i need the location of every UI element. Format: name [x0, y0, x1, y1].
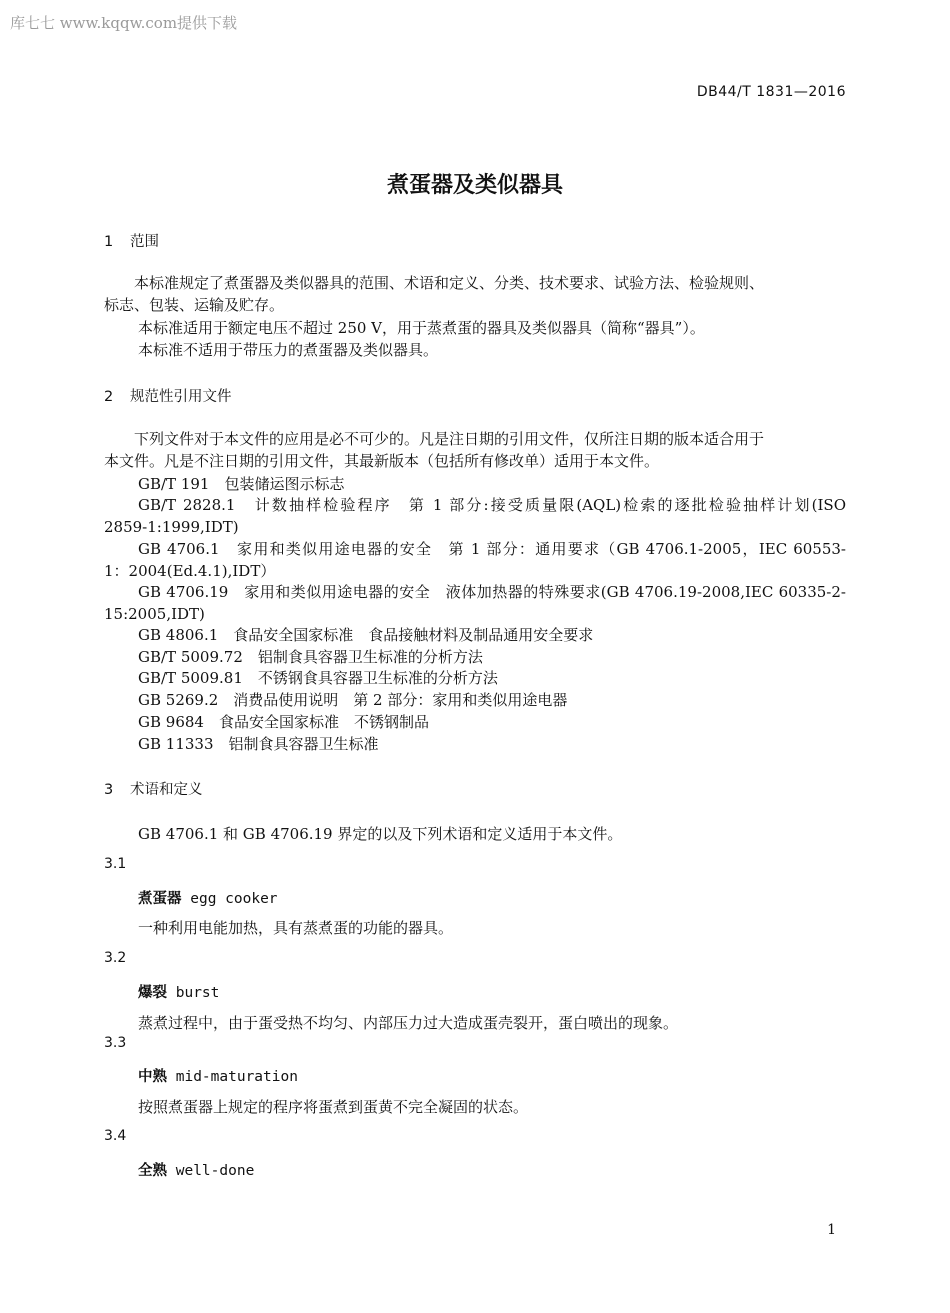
section-title: 术语和定义	[130, 782, 203, 798]
term-definition: 一种利用电能加热，具有蒸煮蛋的功能的器具。	[138, 919, 454, 937]
reference-item: GB 4806.1 食品安全国家标准 食品接触材料及制品通用安全要求	[138, 626, 594, 644]
reference-line: 2859-1:1999,IDT)	[104, 517, 239, 536]
paragraph-line: 本文件。凡是不注日期的引用文件，其最新版本（包括所有修改单）适用于本文件。	[104, 452, 660, 470]
reference-item	[104, 539, 846, 583]
term-number: 3.4	[104, 1128, 127, 1144]
reference-item: GB/T 5009.72 铝制食具容器卫生标准的分析方法	[138, 648, 483, 666]
reference-line: 1：2004(Ed.4.1),IDT）	[104, 561, 276, 580]
watermark-text: 库七七 www.kqqw.com提供下载	[10, 14, 238, 32]
section-title: 范围	[130, 234, 159, 250]
section-number: 1	[104, 234, 114, 250]
term-chinese: 爆裂	[138, 985, 167, 1001]
section-number: 2	[104, 389, 114, 405]
term-chinese: 中熟	[138, 1069, 167, 1085]
reference-item: GB/T 191 包装储运图示标志	[138, 475, 345, 493]
reference-item: GB 9684 食品安全国家标准 不锈钢制品	[138, 713, 429, 731]
paragraph-line: 下列文件对于本文件的应用是必不可少的。凡是注日期的引用文件，仅所注日期的版本适合用于	[134, 430, 765, 448]
term-name	[138, 981, 219, 1002]
document-title: 煮蛋器及类似器具	[386, 173, 563, 198]
term-name	[138, 887, 278, 908]
section-1-paragraph-2: 本标准适用于额定电压不超过 250 V，用于蒸煮蛋的器具及类似器具（简称“器具”）。	[138, 319, 705, 337]
reference-item: GB/T 5009.81 不锈钢食具容器卫生标准的分析方法	[138, 669, 498, 687]
section-2-intro	[104, 429, 846, 451]
term-chinese: 煮蛋器	[138, 891, 182, 907]
page-number: 1	[827, 1222, 836, 1238]
section-1-heading	[104, 230, 159, 251]
reference-line: GB/T 2828.1 计数抽样检验程序 第 1 部分:接受质量限(AQL)检索的逐批检验抽样计划(ISO	[138, 496, 846, 514]
section-title: 规范性引用文件	[130, 389, 232, 405]
section-number: 3	[104, 782, 114, 798]
section-2-heading	[104, 385, 232, 406]
term-definition: 蒸煮过程中，由于蛋受热不均匀、内部压力过大造成蛋壳裂开，蛋白喷出的现象。	[138, 1014, 679, 1032]
term-definition: 按照煮蛋器上规定的程序将蛋煮到蛋黄不完全凝固的状态。	[138, 1098, 529, 1116]
term-number: 3.2	[104, 950, 127, 966]
term-number: 3.1	[104, 856, 127, 872]
term-english: well-done	[175, 1163, 255, 1179]
reference-line: GB 4706.19 家用和类似用途电器的安全 液体加热器的特殊要求(GB 4706.19-2008,IEC 60335-2-	[138, 583, 846, 601]
section-2-intro-cont	[104, 451, 846, 473]
section-1-paragraph-3: 本标准不适用于带压力的煮蛋器及类似器具。	[138, 341, 439, 359]
standard-code: DB44/T 1831—2016	[696, 84, 846, 100]
section-3-intro: GB 4706.1 和 GB 4706.19 界定的以及下列术语和定义适用于本文件。	[138, 825, 623, 843]
reference-line: GB 4706.1 家用和类似用途电器的安全 第 1 部分：通用要求（GB 4706.1-2005，IEC 60553-	[138, 540, 846, 558]
term-chinese: 全熟	[138, 1163, 167, 1179]
term-english: egg cooker	[190, 891, 278, 907]
section-3-heading	[104, 778, 203, 799]
reference-item: GB 5269.2 消费品使用说明 第 2 部分：家用和类似用途电器	[138, 691, 568, 709]
reference-item	[104, 495, 846, 539]
term-name	[138, 1159, 254, 1180]
paragraph-line: 标志、包装、运输及贮存。	[104, 296, 285, 314]
section-1-paragraph-1	[104, 273, 846, 295]
paragraph-line: 本标准规定了煮蛋器及类似器具的范围、术语和定义、分类、技术要求、试验方法、检验规则、	[134, 274, 765, 292]
term-english: mid-maturation	[175, 1069, 298, 1085]
section-1-paragraph-1-cont	[104, 295, 846, 317]
reference-item: GB 11333 铝制食具容器卫生标准	[138, 735, 379, 753]
term-english: burst	[175, 985, 220, 1001]
term-number: 3.3	[104, 1035, 127, 1051]
reference-item	[104, 582, 846, 626]
reference-line: 15:2005,IDT)	[104, 604, 205, 623]
term-name	[138, 1065, 298, 1086]
